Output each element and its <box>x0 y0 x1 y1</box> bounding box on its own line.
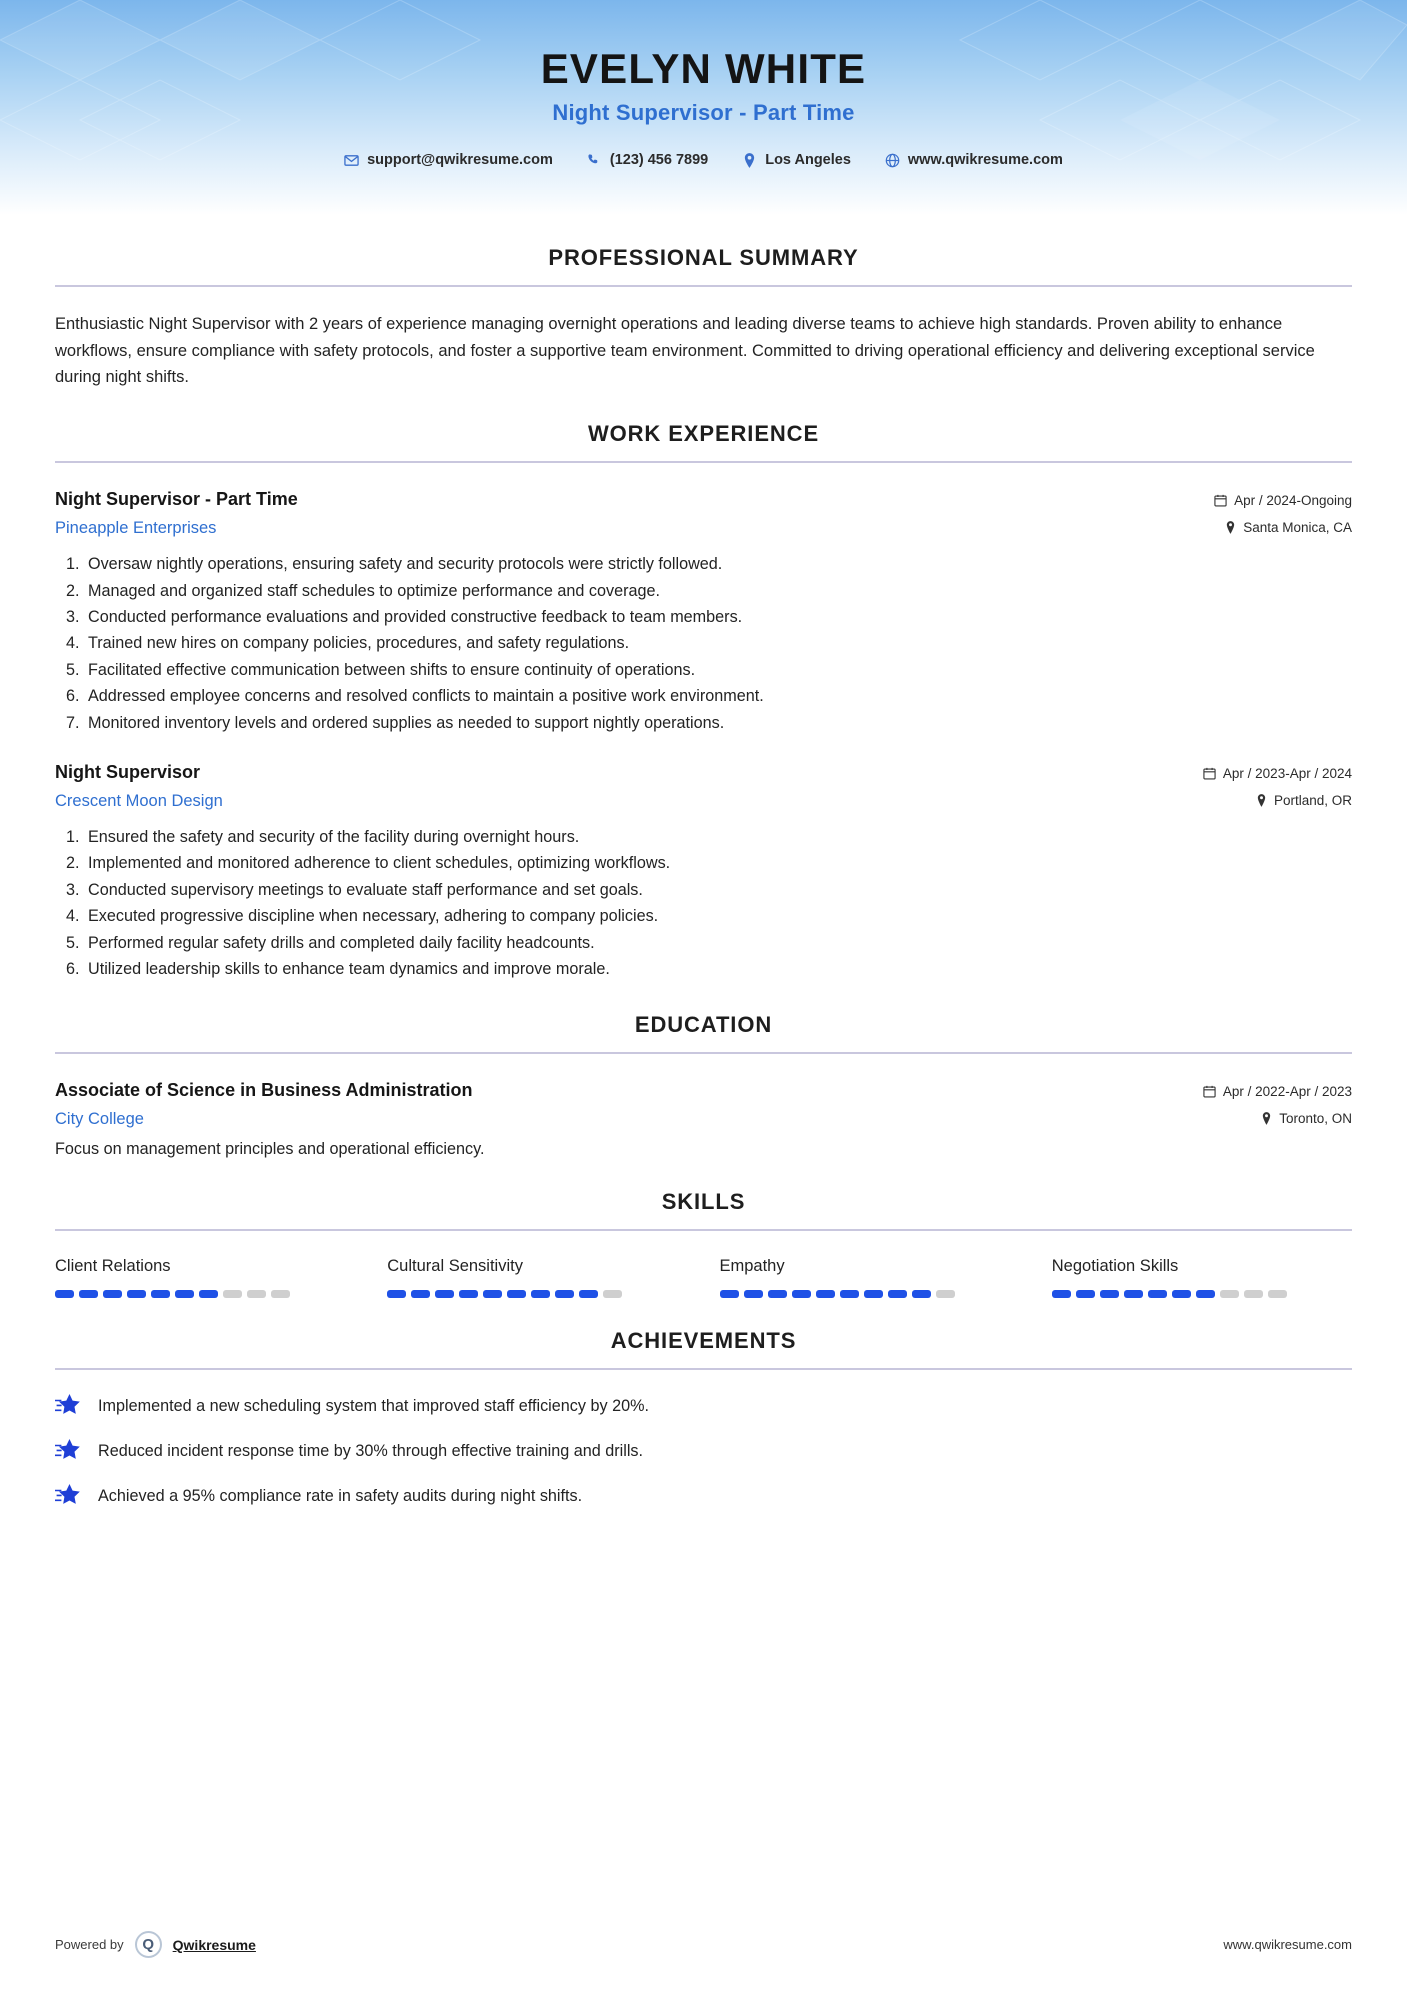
skills-section <box>0 1189 1407 1298</box>
skill-pip <box>199 1290 218 1298</box>
contact-phone[interactable] <box>587 152 708 168</box>
bullet-item: 3. Conducted supervisory meetings to evaluate staff performance and set goals. <box>84 877 1352 903</box>
location-pin-icon <box>742 153 757 168</box>
skill-pip <box>271 1290 290 1298</box>
experience-location-text: Santa Monica, CA <box>1243 520 1352 536</box>
brand-name-link[interactable]: Qwikresume <box>172 1936 256 1953</box>
experience-bullets <box>55 551 1352 736</box>
skill-pip <box>1172 1290 1191 1298</box>
experience-location <box>1214 520 1352 535</box>
skill-pip <box>888 1290 907 1298</box>
skill-pip <box>792 1290 811 1298</box>
experience-location <box>1203 793 1352 808</box>
experience-dates-text: Apr / 2023-Apr / 2024 <box>1222 766 1352 781</box>
location-pin-icon <box>1256 794 1267 807</box>
skill-pip <box>912 1290 931 1298</box>
section-divider <box>55 285 1352 287</box>
skill-pip <box>1196 1290 1215 1298</box>
powered-by-label: Powered by <box>55 1937 124 1952</box>
section-heading-achievements: ACHIEVEMENTS <box>610 1328 797 1354</box>
section-divider <box>55 1368 1352 1370</box>
bullet-item: 6. Addressed employee concerns and resolved conflicts to maintain a positive work environment. <box>84 683 1352 709</box>
skill-pip <box>411 1290 430 1298</box>
bullet-item: 2. Implemented and monitored adherence to client schedules, optimizing workflows. <box>84 850 1352 876</box>
section-divider <box>55 1229 1352 1231</box>
experience-role: Night Supervisor - Part Time <box>55 489 298 510</box>
education-dates-text: Apr / 2022-Apr / 2023 <box>1222 1084 1352 1100</box>
bullet-item: 2. Managed and organized staff schedules to optimize performance and coverage. <box>84 578 1352 604</box>
skill-pip <box>1244 1290 1263 1298</box>
achievement-item <box>55 1484 1352 1508</box>
contact-website-text: www.qwikresume.com <box>907 152 1063 169</box>
section-heading-education: EDUCATION <box>634 1012 773 1038</box>
section-heading-summary: PROFESSIONAL SUMMARY <box>548 245 859 270</box>
section-divider <box>55 1052 1352 1054</box>
star-icon <box>55 1439 81 1463</box>
location-pin-icon <box>1261 1112 1272 1125</box>
skill-pip <box>555 1290 574 1298</box>
skill-pip <box>55 1290 74 1298</box>
experience-organization: Pineapple Enterprises <box>55 519 217 538</box>
globe-icon <box>885 153 900 168</box>
experience-location-text: Portland, OR <box>1273 793 1352 808</box>
experience-role: Night Supervisor <box>55 762 201 782</box>
bullet-item: 4. Trained new hires on company policies, procedures, and safety regulations. <box>84 630 1352 656</box>
bullet-item: 6. Utilized leadership skills to enhance team dynamics and improve morale. <box>84 956 1352 982</box>
education-dates <box>1203 1084 1352 1099</box>
skill-pip <box>387 1290 406 1298</box>
skill-pip <box>936 1290 955 1298</box>
candidate-job-title: Night Supervisor - Part Time <box>552 100 855 126</box>
skill-pip <box>1052 1290 1071 1298</box>
education-school: City College <box>55 1110 144 1129</box>
work-experience-section <box>0 421 1407 982</box>
skill-pip <box>768 1290 787 1298</box>
skill-name: Client Relations <box>55 1257 171 1276</box>
skill-pip <box>1076 1290 1095 1298</box>
skill-item <box>720 1257 1020 1298</box>
education-location-text: Toronto, ON <box>1279 1111 1352 1127</box>
phone-icon <box>587 153 602 168</box>
education-note: Focus on management principles and operational efficiency. <box>55 1140 485 1159</box>
education-entry <box>55 1080 1352 1159</box>
experience-entry <box>55 489 1352 736</box>
calendar-icon <box>1203 767 1216 780</box>
achievement-text: Reduced incident response time by 30% through effective training and drills. <box>98 1441 643 1460</box>
skill-pip <box>1268 1290 1287 1298</box>
skill-item <box>55 1257 355 1298</box>
skill-rating-bar <box>387 1290 687 1298</box>
powered-by-block <box>55 1931 256 1958</box>
mail-icon <box>344 153 359 168</box>
bullet-item: 5. Facilitated effective communication between shifts to ensure continuity of operations. <box>84 657 1352 683</box>
skill-item <box>1052 1257 1352 1298</box>
skill-pip <box>483 1290 502 1298</box>
achievement-item <box>55 1394 1352 1418</box>
summary-text: Enthusiastic Night Supervisor with 2 years of experience managing overnight operations and leading diverse teams to achieve high standards. Proven ability to enhance workflows, ensure compliance with safety protocols, and foster a supportive team environment. Committed to driving operational efficiency and delivering exceptional service during night shifts. <box>55 315 1315 387</box>
contact-email-text: support@qwikresume.com <box>367 152 553 169</box>
candidate-name: EVELYN WHITE <box>540 45 867 92</box>
skill-pip <box>507 1290 526 1298</box>
skill-pip <box>435 1290 454 1298</box>
bullet-item: 7. Monitored inventory levels and ordered supplies as needed to support nightly operations. <box>84 710 1352 736</box>
skill-rating-bar <box>720 1290 1020 1298</box>
skill-pip <box>151 1290 170 1298</box>
achievements-list <box>55 1394 1352 1508</box>
skill-name: Empathy <box>719 1257 785 1276</box>
experience-organization: Crescent Moon Design <box>55 792 223 810</box>
calendar-icon <box>1203 1085 1216 1098</box>
education-section <box>0 1012 1407 1159</box>
calendar-icon <box>1214 494 1227 507</box>
skill-pip <box>720 1290 739 1298</box>
skill-pip <box>744 1290 763 1298</box>
location-pin-icon <box>1225 521 1236 534</box>
contact-location <box>742 152 851 168</box>
section-heading-experience: WORK EXPERIENCE <box>587 421 820 447</box>
skills-grid <box>55 1257 1352 1298</box>
skill-pip <box>79 1290 98 1298</box>
skill-item <box>387 1257 687 1298</box>
page-footer <box>55 1931 1352 1958</box>
experience-entry <box>55 762 1352 982</box>
contact-location-text: Los Angeles <box>765 152 851 169</box>
skill-pip <box>247 1290 266 1298</box>
skill-pip <box>816 1290 835 1298</box>
skill-pip <box>127 1290 146 1298</box>
footer-website-url[interactable]: www.qwikresume.com <box>1223 1937 1352 1952</box>
bullet-item: 4. Executed progressive discipline when necessary, adhering to company policies. <box>84 903 1352 929</box>
skill-pip <box>1220 1290 1239 1298</box>
skill-rating-bar <box>1052 1290 1352 1298</box>
experience-dates-text: Apr / 2024-Ongoing <box>1234 493 1352 509</box>
skill-name: Cultural Sensitivity <box>387 1257 523 1276</box>
bullet-item: 1. Ensured the safety and security of the facility during overnight hours. <box>84 824 1352 850</box>
skill-pip <box>175 1290 194 1298</box>
qwikresume-logo-icon: Q <box>135 1931 162 1958</box>
education-location <box>1203 1111 1352 1126</box>
skill-pip <box>864 1290 883 1298</box>
skill-pip <box>1124 1290 1143 1298</box>
professional-summary-section <box>0 245 1407 391</box>
star-icon <box>55 1484 81 1508</box>
contact-row <box>0 152 1407 168</box>
resume-header <box>0 0 1407 215</box>
contact-email[interactable] <box>344 152 553 168</box>
skill-pip <box>603 1290 622 1298</box>
experience-dates <box>1214 493 1352 508</box>
skill-pip <box>459 1290 478 1298</box>
skill-pip <box>1148 1290 1167 1298</box>
star-icon <box>55 1394 81 1418</box>
achievement-text: Achieved a 95% compliance rate in safety audits during night shifts. <box>98 1486 583 1505</box>
skill-pip <box>1100 1290 1119 1298</box>
bullet-item: 1. Oversaw nightly operations, ensuring safety and security protocols were strictly followed. <box>84 551 1352 577</box>
contact-website[interactable] <box>885 152 1063 168</box>
skill-pip <box>579 1290 598 1298</box>
bullet-item: 3. Conducted performance evaluations and provided constructive feedback to team members. <box>84 604 1352 630</box>
skill-pip <box>840 1290 859 1298</box>
section-heading-skills: SKILLS <box>661 1189 746 1215</box>
education-degree: Associate of Science in Business Administration <box>55 1080 473 1101</box>
section-divider <box>55 461 1352 463</box>
experience-bullets <box>55 824 1352 982</box>
skill-pip <box>223 1290 242 1298</box>
bullet-item: 5. Performed regular safety drills and completed daily facility headcounts. <box>84 930 1352 956</box>
achievement-text: Implemented a new scheduling system that improved staff efficiency by 20%. <box>98 1396 649 1415</box>
contact-phone-text: (123) 456 7899 <box>609 152 709 169</box>
skill-pip <box>103 1290 122 1298</box>
achievements-section <box>0 1328 1407 1508</box>
skill-pip <box>531 1290 550 1298</box>
experience-dates <box>1203 766 1352 781</box>
skill-name: Negotiation Skills <box>1051 1257 1179 1276</box>
skill-rating-bar <box>55 1290 355 1298</box>
achievement-item <box>55 1439 1352 1463</box>
